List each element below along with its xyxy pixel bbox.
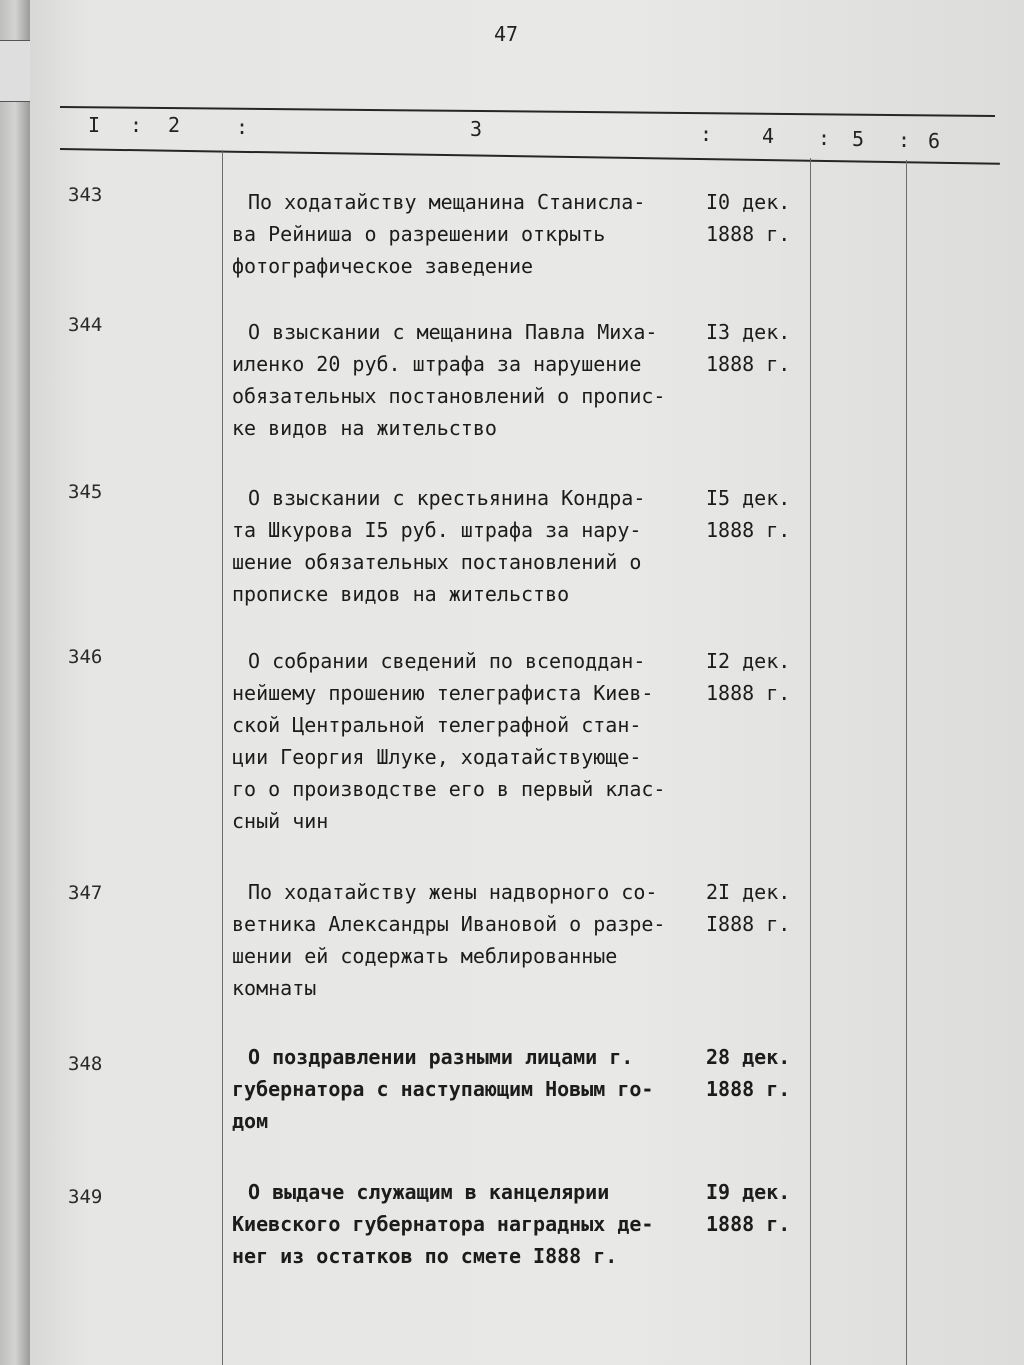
description-line: прописке видов на жительство — [232, 582, 570, 606]
description-line: обязательных постановлений о пропис- — [232, 384, 666, 408]
date-line: 1888 г. — [706, 1077, 791, 1101]
row-number: 344 — [68, 314, 103, 336]
header-sep-4: : — [818, 126, 831, 150]
row-date — [706, 645, 816, 709]
row-description — [232, 1041, 702, 1137]
header-col-5: 5 — [852, 127, 865, 151]
description-line: фотографическое заведение — [232, 254, 534, 278]
row-date — [706, 482, 816, 546]
description-line: нег из остатков по смете I888 г. — [232, 1244, 618, 1268]
header-col-6: 6 — [928, 129, 941, 153]
row-number: 349 — [68, 1186, 103, 1208]
description-line: По ходатайству жены надворного со- — [248, 880, 658, 904]
description-line: та Шкурова I5 руб. штрафа за нару- — [232, 518, 642, 542]
date-line: I3 дек. — [706, 320, 791, 344]
date-line: 1888 г. — [706, 681, 791, 705]
row-description — [232, 186, 702, 282]
row-description — [232, 316, 702, 444]
row-date — [706, 316, 816, 380]
date-line: I888 г. — [706, 912, 791, 936]
page-number: 47 — [494, 22, 519, 46]
date-line: I9 дек. — [706, 1180, 791, 1204]
description-line: сный чин — [232, 809, 329, 833]
column-divider-2-3 — [222, 150, 223, 1365]
column-divider-5-6 — [906, 160, 907, 1365]
date-line: 2I дек. — [706, 880, 791, 904]
description-line: Киевского губернатора наградных де- — [232, 1212, 654, 1236]
row-date — [706, 186, 816, 250]
header-sep-2: : — [236, 115, 249, 139]
row-description — [232, 876, 702, 1004]
header-sep-5: : — [898, 128, 911, 152]
description-line: ции Георгия Шлуке, ходатайствующе- — [232, 745, 642, 769]
description-line: го о производстве его в первый клас- — [232, 777, 666, 801]
header-sep-1: : — [130, 113, 143, 137]
description-line: О взыскании с мещанина Павла Миха- — [248, 320, 658, 344]
date-line: I0 дек. — [706, 190, 791, 214]
date-line: 28 дек. — [706, 1045, 791, 1069]
description-line: О собрании сведений по всеподдан- — [248, 649, 646, 673]
row-number: 346 — [68, 646, 103, 668]
date-line: 1888 г. — [706, 222, 791, 246]
binding-stamp-tab — [0, 40, 31, 102]
description-line: О взыскании с крестьянина Кондра- — [248, 486, 646, 510]
description-line: дом — [232, 1109, 269, 1133]
description-line: ва Рейниша о разрешении открыть — [232, 222, 606, 246]
header-sep-3: : — [700, 122, 713, 146]
description-line: ской Центральной телеграфной стан- — [232, 713, 642, 737]
row-date — [706, 1176, 816, 1240]
row-number: 347 — [68, 882, 103, 904]
description-line: губернатора с наступающим Новым го- — [232, 1077, 654, 1101]
binding-edge — [0, 0, 31, 1365]
row-date — [706, 876, 816, 940]
description-line: ветника Александры Ивановой о разре- — [232, 912, 666, 936]
row-date — [706, 1041, 816, 1105]
row-number: 345 — [68, 481, 103, 503]
description-line: нейшему прошению телеграфиста Киев- — [232, 681, 654, 705]
row-description — [232, 482, 702, 610]
row-number: 348 — [68, 1053, 103, 1075]
description-line: ке видов на жительство — [232, 416, 497, 440]
row-number: 343 — [68, 184, 103, 206]
date-line: I5 дек. — [706, 486, 791, 510]
description-line: О поздравлении разными лицами г. — [248, 1045, 634, 1069]
header-col-1: I — [88, 113, 101, 137]
date-line: 1888 г. — [706, 518, 791, 542]
header-col-3: 3 — [470, 117, 483, 141]
description-line: О выдаче служащим в канцелярии — [248, 1180, 610, 1204]
description-line: По ходатайству мещанина Станисла- — [248, 190, 646, 214]
row-description — [232, 645, 702, 837]
row-description — [232, 1176, 702, 1272]
description-line: иленко 20 руб. штрафа за нарушение — [232, 352, 642, 376]
header-col-4: 4 — [762, 124, 775, 148]
date-line: 1888 г. — [706, 352, 791, 376]
description-line: шении ей содержать меблированные — [232, 944, 618, 968]
header-col-2: 2 — [168, 113, 181, 137]
date-line: 1888 г. — [706, 1212, 791, 1236]
description-line: шение обязательных постановлений о — [232, 550, 642, 574]
description-line: комнаты — [232, 976, 317, 1000]
date-line: I2 дек. — [706, 649, 791, 673]
